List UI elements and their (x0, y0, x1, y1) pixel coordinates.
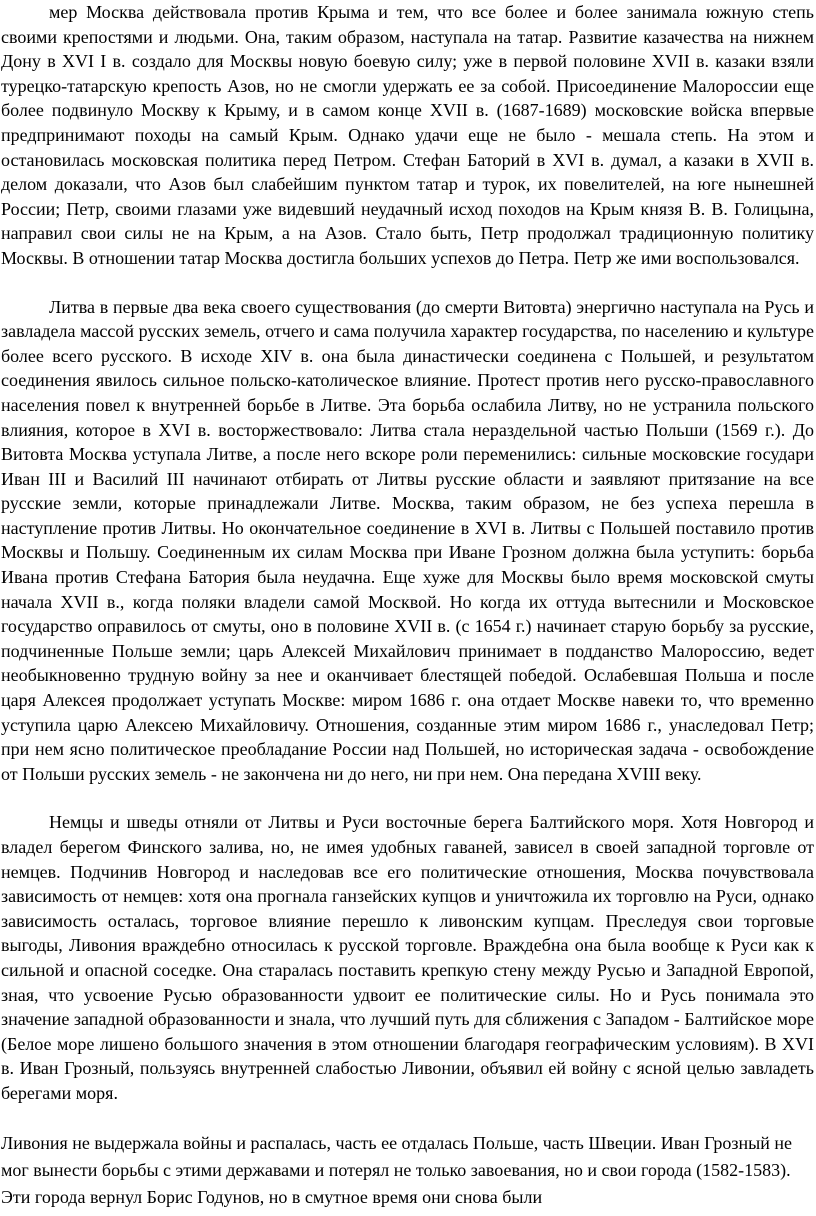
paragraph-2: Литва в первые два века своего существования (до смерти Витовта) энергично наступала на Русь и завладела массой русских земель, отчего и сама получила характер государства, по населению и культуре более всего русского. В исходе XIV в. она была династически соединена с Польшей, и результатом соединения явилось сильное польско-католическое влияние. Протест против него русско-православного населения повел к внутренней борьбе в Литве. Эта борьба ослабила Литву, но не устранила польского влияния, которое в XVI в. восторжествовало: Литва стала нераздельной частью Польши (1569 г.). До Витовта Москва уступала Литве, а после него вскоре роли переменились: сильные московские государи Иван III и Василий III начинают отбирать от Литвы русские области и заявляют притязание на все русские земли, которые принадлежали Литве. Москва, таким образом, не без успеха перешла в наступление против Литвы. Но окончательное соединение в XVI в. Литвы с Польшей поставило против Москвы и Польшу. Соединенным их силам Москва при Иване Грозном должна была уступить: борьба Ивана против Стефана Батория была неудачна. Еще хуже для Москвы было время московской смуты начала XVII в., когда поляки владели самой Москвой. Но когда их оттуда вытеснили и Московское государство оправилось от смуты, оно в половине XVII в. (с 1654 г.) начинает старую борьбу за русские, подчиненные Польше земли; царь Алексей Михайлович принимает в подданство Малороссию, ведет необыкновенно трудную войну за нее и оканчивает блестящей победой. Ослабевшая Польша и после царя Алексея продолжает уступать Москве: миром 1686 г. она отдает Москве навеки то, что временно уступила царю Алексею Михайловичу. Отношения, созданные этим миром 1686 г., унаследовал Петр; при нем ясно политическое преобладание России над Польшей, но историческая задача - освобождение от Польши русских земель - не закончена ни до него, ни при нем. Она передана XVIII веку. (1, 296, 814, 784)
paragraph-1: мер Москва действовала против Крыма и тем, что все более и более занимала южную степь своими крепостями и людьми. Она, таким образом, наступала на татар. Развитие казачества на нижнем Дону в XVI I в. создало для Москвы новую боевую силу; уже в первой половине XVII в. казаки взяли турецко-татарскую крепость Азов, но не смогли удержать ее за собой. Присоединение Малороссии еще более подвинуло Москву к Крыму, и в самом конце XVII в. (1687-1689) московские войска впервые предпринимают походы на самый Крым. Однако удачи еще не было - мешала степь. На этом и остановилась московская политика перед Петром. Стефан Баторий в XVI в. думал, а казаки в XVII в. делом доказали, что Азов был слабейшим пунктом татар и турок, их повелителей, на юге нынешней России; Петр, своими глазами уже видевший неудачный исход походов на Крым князя В. В. Голицына, направил свои силы не на Крым, а на Азов. Стало быть, Петр продолжал традиционную политику Москвы. В отношении татар Москва достигла больших успехов до Петра. Петр же ими воспользовался. (1, 2, 814, 268)
paragraph-3: Немцы и шведы отняли от Литвы и Руси восточные берега Балтийского моря. Хотя Новгород и владел берегом Финского залива, но, не имея удобных гаваней, зависел в своей западной торговле от немцев. Подчинив Новгород и наследовав все его политические отношения, Москва почувствовала зависимость от немцев: хотя она прогнала ганзейских купцов и уничтожила их торговлю на Руси, однако зависимость осталась, торговое влияние перешло к ливонским купцам. Преследуя свои торговые выгоды, Ливония враждебно относилась к русской торговле. Враждебна она была вообще к Руси как к сильной и опасной соседке. Она старалась поставить крепкую стену между Русью и Западной Европой, зная, что усвоение Русью образованности удвоит ее политические силы. Но и Русь понимала это значение западной образованности и знала, что лучший путь для сближения с Западом - Балтийское море (Белое море лишено большого значения в этом отношении благодаря географическим условиям). В XVI в. Иван Грозный, пользуясь внутренней слабостью Ливонии, объявил ей войну с ясной целью завладеть берегами моря. (1, 812, 814, 1103)
paragraph-4: Ливония не выдержала войны и распалась, часть ее отдалась Польше, часть Швеции. Иван Грозный не мог вынести борьбы с этими державами и потерял не только завоевания, но и свои города (1582-1583). Эти города вернул Борис Годунов, но в смутное время они снова были (1, 1132, 793, 1207)
